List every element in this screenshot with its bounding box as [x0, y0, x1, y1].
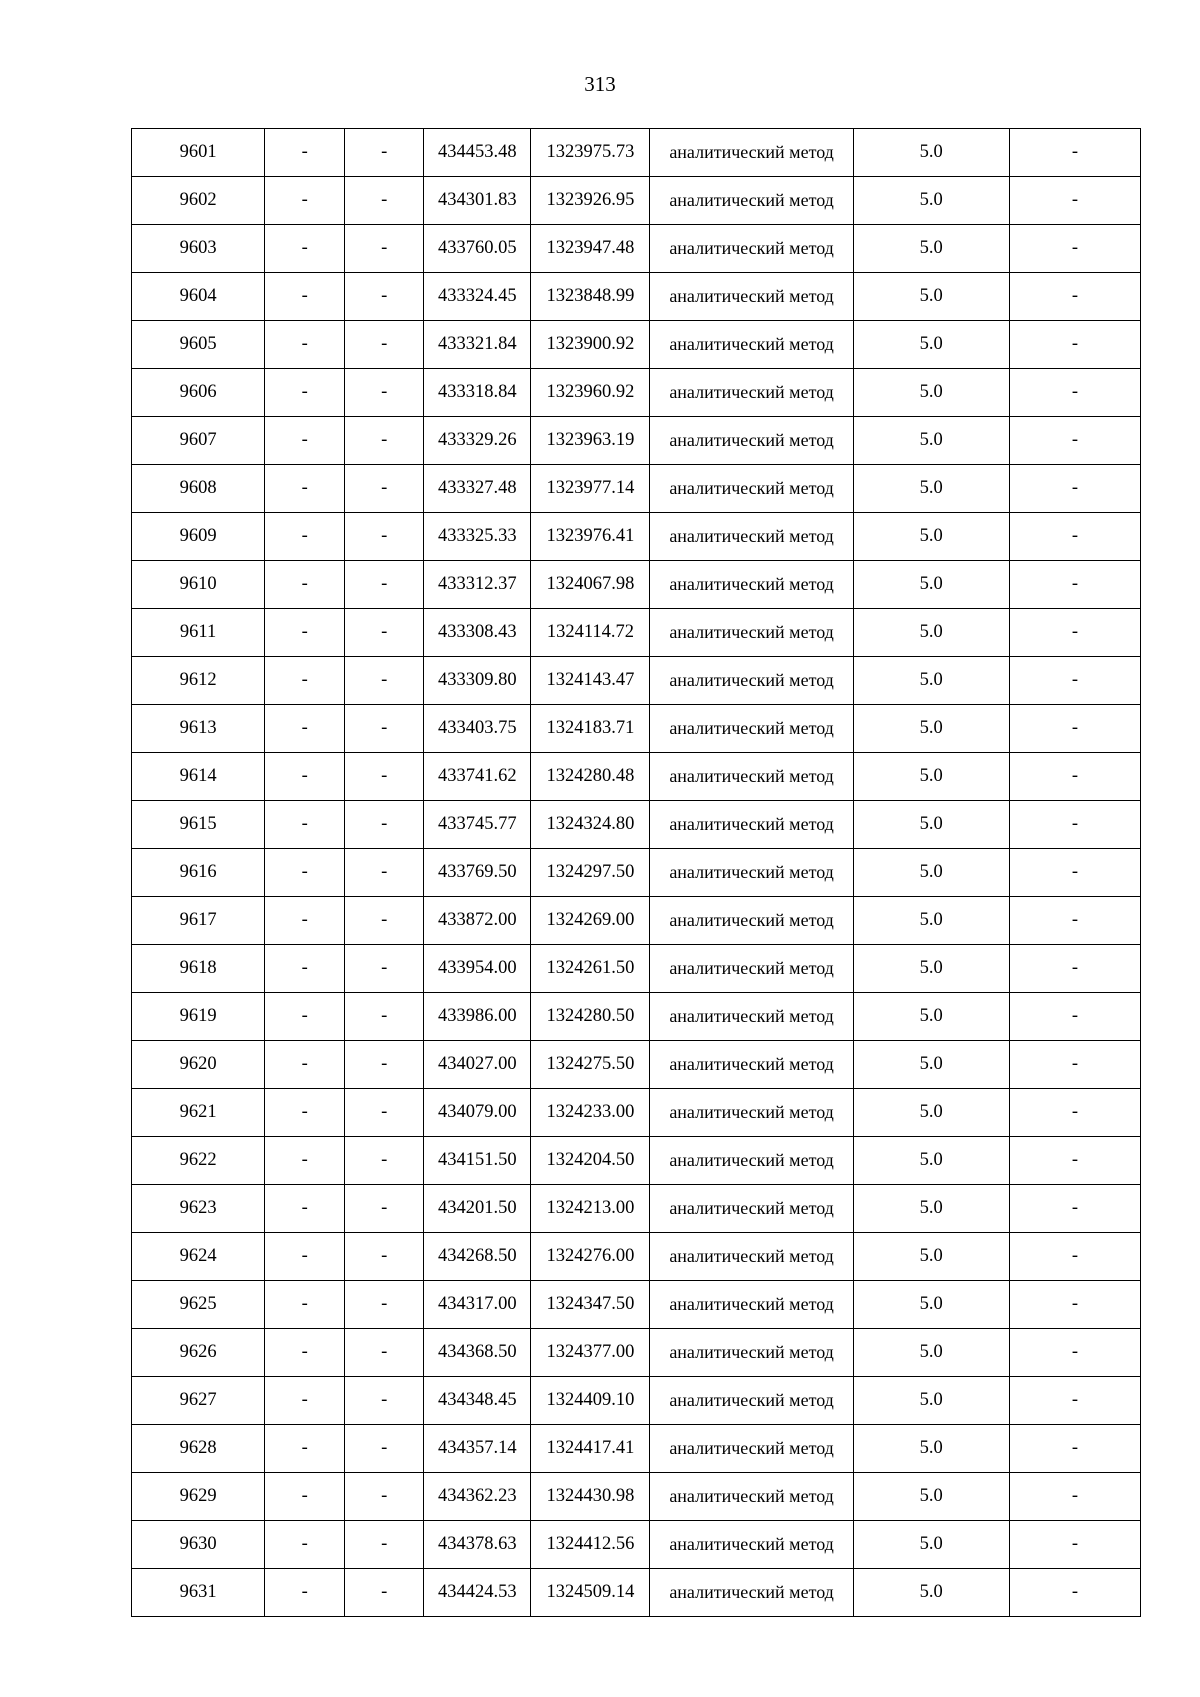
y-coordinate-cell: 1323977.14	[531, 465, 650, 513]
column-8-cell: -	[1009, 1233, 1140, 1281]
column-2-cell: -	[265, 513, 345, 561]
y-coordinate-cell: 1324261.50	[531, 945, 650, 993]
point-number-cell: 9614	[132, 753, 265, 801]
y-coordinate-cell: 1324233.00	[531, 1089, 650, 1137]
point-number-cell: 9619	[132, 993, 265, 1041]
point-number-cell: 9612	[132, 657, 265, 705]
method-cell: аналитический метод	[650, 609, 853, 657]
table-row	[132, 1089, 1141, 1137]
x-coordinate-cell: 434027.00	[424, 1041, 531, 1089]
column-3-cell: -	[345, 1425, 424, 1473]
point-number-cell: 9601	[132, 129, 265, 177]
method-cell: аналитический метод	[650, 897, 853, 945]
point-number-cell: 9609	[132, 513, 265, 561]
column-8-cell: -	[1009, 1089, 1140, 1137]
column-3-cell: -	[345, 1521, 424, 1569]
x-coordinate-cell: 433312.37	[424, 561, 531, 609]
column-2-cell: -	[265, 1473, 345, 1521]
y-coordinate-cell: 1324213.00	[531, 1185, 650, 1233]
method-cell: аналитический метод	[650, 465, 853, 513]
x-coordinate-cell: 434453.48	[424, 129, 531, 177]
table-row	[132, 369, 1141, 417]
column-8-cell: -	[1009, 369, 1140, 417]
column-3-cell: -	[345, 1569, 424, 1617]
method-cell: аналитический метод	[650, 657, 853, 705]
y-coordinate-cell: 1324143.47	[531, 657, 650, 705]
accuracy-value-cell: 5.0	[853, 753, 1009, 801]
method-cell: аналитический метод	[650, 1425, 853, 1473]
column-8-cell: -	[1009, 513, 1140, 561]
column-8-cell: -	[1009, 1137, 1140, 1185]
column-8-cell: -	[1009, 1425, 1140, 1473]
column-8-cell: -	[1009, 417, 1140, 465]
accuracy-value-cell: 5.0	[853, 273, 1009, 321]
table-row	[132, 1377, 1141, 1425]
y-coordinate-cell: 1324412.56	[531, 1521, 650, 1569]
x-coordinate-cell: 434268.50	[424, 1233, 531, 1281]
table-row	[132, 1281, 1141, 1329]
y-coordinate-cell: 1324204.50	[531, 1137, 650, 1185]
point-number-cell: 9602	[132, 177, 265, 225]
column-2-cell: -	[265, 897, 345, 945]
accuracy-value-cell: 5.0	[853, 1377, 1009, 1425]
column-2-cell: -	[265, 609, 345, 657]
column-3-cell: -	[345, 609, 424, 657]
y-coordinate-cell: 1324347.50	[531, 1281, 650, 1329]
table-row	[132, 273, 1141, 321]
y-coordinate-cell: 1323975.73	[531, 129, 650, 177]
page-number: 313	[584, 72, 616, 96]
column-8-cell: -	[1009, 657, 1140, 705]
method-cell: аналитический метод	[650, 129, 853, 177]
point-number-cell: 9630	[132, 1521, 265, 1569]
y-coordinate-cell: 1323947.48	[531, 225, 650, 273]
y-coordinate-cell: 1324275.50	[531, 1041, 650, 1089]
accuracy-value-cell: 5.0	[853, 1425, 1009, 1473]
table-row	[132, 417, 1141, 465]
y-coordinate-cell: 1324280.50	[531, 993, 650, 1041]
point-number-cell: 9617	[132, 897, 265, 945]
y-coordinate-cell: 1324297.50	[531, 849, 650, 897]
column-2-cell: -	[265, 849, 345, 897]
table-body	[132, 129, 1141, 1617]
method-cell: аналитический метод	[650, 513, 853, 561]
column-3-cell: -	[345, 225, 424, 273]
column-2-cell: -	[265, 1089, 345, 1137]
table-row	[132, 465, 1141, 513]
accuracy-value-cell: 5.0	[853, 561, 1009, 609]
column-2-cell: -	[265, 177, 345, 225]
column-8-cell: -	[1009, 1041, 1140, 1089]
y-coordinate-cell: 1324067.98	[531, 561, 650, 609]
point-number-cell: 9613	[132, 705, 265, 753]
x-coordinate-cell: 433325.33	[424, 513, 531, 561]
x-coordinate-cell: 433403.75	[424, 705, 531, 753]
column-8-cell: -	[1009, 273, 1140, 321]
column-8-cell: -	[1009, 705, 1140, 753]
column-3-cell: -	[345, 273, 424, 321]
x-coordinate-cell: 434079.00	[424, 1089, 531, 1137]
x-coordinate-cell: 434424.53	[424, 1569, 531, 1617]
method-cell: аналитический метод	[650, 225, 853, 273]
column-2-cell: -	[265, 1425, 345, 1473]
column-8-cell: -	[1009, 561, 1140, 609]
y-coordinate-cell: 1324509.14	[531, 1569, 650, 1617]
point-number-cell: 9631	[132, 1569, 265, 1617]
column-8-cell: -	[1009, 1329, 1140, 1377]
column-8-cell: -	[1009, 1473, 1140, 1521]
column-8-cell: -	[1009, 177, 1140, 225]
x-coordinate-cell: 433329.26	[424, 417, 531, 465]
column-8-cell: -	[1009, 849, 1140, 897]
column-3-cell: -	[345, 657, 424, 705]
column-3-cell: -	[345, 369, 424, 417]
table-row	[132, 849, 1141, 897]
point-number-cell: 9604	[132, 273, 265, 321]
y-coordinate-cell: 1324114.72	[531, 609, 650, 657]
table-row	[132, 1233, 1141, 1281]
x-coordinate-cell: 434317.00	[424, 1281, 531, 1329]
method-cell: аналитический метод	[650, 1089, 853, 1137]
y-coordinate-cell: 1324377.00	[531, 1329, 650, 1377]
x-coordinate-cell: 433760.05	[424, 225, 531, 273]
table-row	[132, 897, 1141, 945]
method-cell: аналитический метод	[650, 1521, 853, 1569]
column-3-cell: -	[345, 1473, 424, 1521]
column-2-cell: -	[265, 369, 345, 417]
column-2-cell: -	[265, 1233, 345, 1281]
table-row	[132, 1425, 1141, 1473]
table-row	[132, 1521, 1141, 1569]
y-coordinate-cell: 1323900.92	[531, 321, 650, 369]
point-number-cell: 9615	[132, 801, 265, 849]
method-cell: аналитический метод	[650, 993, 853, 1041]
accuracy-value-cell: 5.0	[853, 657, 1009, 705]
column-8-cell: -	[1009, 465, 1140, 513]
x-coordinate-cell: 434362.23	[424, 1473, 531, 1521]
accuracy-value-cell: 5.0	[853, 993, 1009, 1041]
y-coordinate-cell: 1323848.99	[531, 273, 650, 321]
column-3-cell: -	[345, 1185, 424, 1233]
table-row	[132, 993, 1141, 1041]
column-2-cell: -	[265, 273, 345, 321]
accuracy-value-cell: 5.0	[853, 177, 1009, 225]
accuracy-value-cell: 5.0	[853, 609, 1009, 657]
column-3-cell: -	[345, 993, 424, 1041]
column-3-cell: -	[345, 465, 424, 513]
column-3-cell: -	[345, 129, 424, 177]
x-coordinate-cell: 434368.50	[424, 1329, 531, 1377]
x-coordinate-cell: 433327.48	[424, 465, 531, 513]
column-2-cell: -	[265, 417, 345, 465]
x-coordinate-cell: 433954.00	[424, 945, 531, 993]
column-3-cell: -	[345, 1137, 424, 1185]
method-cell: аналитический метод	[650, 1473, 853, 1521]
point-number-cell: 9618	[132, 945, 265, 993]
column-2-cell: -	[265, 1281, 345, 1329]
column-8-cell: -	[1009, 1521, 1140, 1569]
point-number-cell: 9625	[132, 1281, 265, 1329]
accuracy-value-cell: 5.0	[853, 1041, 1009, 1089]
method-cell: аналитический метод	[650, 1377, 853, 1425]
y-coordinate-cell: 1324183.71	[531, 705, 650, 753]
x-coordinate-cell: 434357.14	[424, 1425, 531, 1473]
table-row	[132, 657, 1141, 705]
x-coordinate-cell: 433321.84	[424, 321, 531, 369]
table-row	[132, 513, 1141, 561]
y-coordinate-cell: 1324324.80	[531, 801, 650, 849]
x-coordinate-cell: 433741.62	[424, 753, 531, 801]
table-row	[132, 1137, 1141, 1185]
x-coordinate-cell: 433745.77	[424, 801, 531, 849]
y-coordinate-cell: 1324409.10	[531, 1377, 650, 1425]
method-cell: аналитический метод	[650, 273, 853, 321]
method-cell: аналитический метод	[650, 945, 853, 993]
point-number-cell: 9627	[132, 1377, 265, 1425]
point-number-cell: 9606	[132, 369, 265, 417]
method-cell: аналитический метод	[650, 417, 853, 465]
table-row	[132, 1185, 1141, 1233]
x-coordinate-cell: 434151.50	[424, 1137, 531, 1185]
column-2-cell: -	[265, 1185, 345, 1233]
table-row	[132, 705, 1141, 753]
column-8-cell: -	[1009, 225, 1140, 273]
column-2-cell: -	[265, 129, 345, 177]
column-2-cell: -	[265, 753, 345, 801]
point-number-cell: 9623	[132, 1185, 265, 1233]
x-coordinate-cell: 434348.45	[424, 1377, 531, 1425]
accuracy-value-cell: 5.0	[853, 369, 1009, 417]
table-row	[132, 561, 1141, 609]
accuracy-value-cell: 5.0	[853, 1185, 1009, 1233]
accuracy-value-cell: 5.0	[853, 225, 1009, 273]
column-2-cell: -	[265, 561, 345, 609]
point-number-cell: 9607	[132, 417, 265, 465]
column-2-cell: -	[265, 1377, 345, 1425]
method-cell: аналитический метод	[650, 1329, 853, 1377]
method-cell: аналитический метод	[650, 1281, 853, 1329]
method-cell: аналитический метод	[650, 321, 853, 369]
column-2-cell: -	[265, 1137, 345, 1185]
accuracy-value-cell: 5.0	[853, 1329, 1009, 1377]
table-row	[132, 945, 1141, 993]
accuracy-value-cell: 5.0	[853, 1137, 1009, 1185]
table-row	[132, 225, 1141, 273]
column-2-cell: -	[265, 321, 345, 369]
table-row	[132, 1569, 1141, 1617]
accuracy-value-cell: 5.0	[853, 129, 1009, 177]
x-coordinate-cell: 434301.83	[424, 177, 531, 225]
column-2-cell: -	[265, 465, 345, 513]
table-row	[132, 177, 1141, 225]
y-coordinate-cell: 1324430.98	[531, 1473, 650, 1521]
column-2-cell: -	[265, 657, 345, 705]
accuracy-value-cell: 5.0	[853, 897, 1009, 945]
column-8-cell: -	[1009, 129, 1140, 177]
point-number-cell: 9611	[132, 609, 265, 657]
point-number-cell: 9605	[132, 321, 265, 369]
accuracy-value-cell: 5.0	[853, 513, 1009, 561]
column-8-cell: -	[1009, 609, 1140, 657]
method-cell: аналитический метод	[650, 1041, 853, 1089]
x-coordinate-cell: 433309.80	[424, 657, 531, 705]
column-3-cell: -	[345, 945, 424, 993]
column-3-cell: -	[345, 1089, 424, 1137]
point-number-cell: 9628	[132, 1425, 265, 1473]
method-cell: аналитический метод	[650, 1137, 853, 1185]
table-row	[132, 801, 1141, 849]
column-3-cell: -	[345, 1281, 424, 1329]
y-coordinate-cell: 1324280.48	[531, 753, 650, 801]
method-cell: аналитический метод	[650, 801, 853, 849]
table-row	[132, 1473, 1141, 1521]
point-number-cell: 9622	[132, 1137, 265, 1185]
accuracy-value-cell: 5.0	[853, 1473, 1009, 1521]
column-3-cell: -	[345, 1233, 424, 1281]
accuracy-value-cell: 5.0	[853, 1089, 1009, 1137]
y-coordinate-cell: 1323963.19	[531, 417, 650, 465]
point-number-cell: 9621	[132, 1089, 265, 1137]
point-number-cell: 9608	[132, 465, 265, 513]
method-cell: аналитический метод	[650, 1185, 853, 1233]
accuracy-value-cell: 5.0	[853, 705, 1009, 753]
column-3-cell: -	[345, 417, 424, 465]
point-number-cell: 9626	[132, 1329, 265, 1377]
x-coordinate-cell: 433769.50	[424, 849, 531, 897]
y-coordinate-cell: 1323976.41	[531, 513, 650, 561]
x-coordinate-cell: 434378.63	[424, 1521, 531, 1569]
column-3-cell: -	[345, 849, 424, 897]
method-cell: аналитический метод	[650, 753, 853, 801]
column-8-cell: -	[1009, 1569, 1140, 1617]
column-2-cell: -	[265, 1041, 345, 1089]
column-2-cell: -	[265, 1569, 345, 1617]
method-cell: аналитический метод	[650, 1569, 853, 1617]
accuracy-value-cell: 5.0	[853, 465, 1009, 513]
point-number-cell: 9610	[132, 561, 265, 609]
point-number-cell: 9603	[132, 225, 265, 273]
y-coordinate-cell: 1324417.41	[531, 1425, 650, 1473]
accuracy-value-cell: 5.0	[853, 1281, 1009, 1329]
column-2-cell: -	[265, 225, 345, 273]
column-3-cell: -	[345, 801, 424, 849]
table-row	[132, 609, 1141, 657]
table-row	[132, 753, 1141, 801]
column-8-cell: -	[1009, 1185, 1140, 1233]
x-coordinate-cell: 434201.50	[424, 1185, 531, 1233]
column-2-cell: -	[265, 945, 345, 993]
x-coordinate-cell: 433308.43	[424, 609, 531, 657]
y-coordinate-cell: 1324269.00	[531, 897, 650, 945]
accuracy-value-cell: 5.0	[853, 1233, 1009, 1281]
y-coordinate-cell: 1324276.00	[531, 1233, 650, 1281]
y-coordinate-cell: 1323960.92	[531, 369, 650, 417]
accuracy-value-cell: 5.0	[853, 1521, 1009, 1569]
table-row	[132, 129, 1141, 177]
column-3-cell: -	[345, 897, 424, 945]
column-8-cell: -	[1009, 945, 1140, 993]
table-row	[132, 1041, 1141, 1089]
column-3-cell: -	[345, 1329, 424, 1377]
accuracy-value-cell: 5.0	[853, 1569, 1009, 1617]
x-coordinate-cell: 433324.45	[424, 273, 531, 321]
point-number-cell: 9620	[132, 1041, 265, 1089]
column-3-cell: -	[345, 513, 424, 561]
column-2-cell: -	[265, 1329, 345, 1377]
column-8-cell: -	[1009, 753, 1140, 801]
column-3-cell: -	[345, 705, 424, 753]
method-cell: аналитический метод	[650, 705, 853, 753]
column-3-cell: -	[345, 561, 424, 609]
column-8-cell: -	[1009, 801, 1140, 849]
column-8-cell: -	[1009, 1377, 1140, 1425]
column-8-cell: -	[1009, 993, 1140, 1041]
column-2-cell: -	[265, 705, 345, 753]
method-cell: аналитический метод	[650, 561, 853, 609]
y-coordinate-cell: 1323926.95	[531, 177, 650, 225]
method-cell: аналитический метод	[650, 1233, 853, 1281]
column-3-cell: -	[345, 753, 424, 801]
method-cell: аналитический метод	[650, 177, 853, 225]
column-8-cell: -	[1009, 1281, 1140, 1329]
column-2-cell: -	[265, 801, 345, 849]
accuracy-value-cell: 5.0	[853, 849, 1009, 897]
column-3-cell: -	[345, 177, 424, 225]
column-8-cell: -	[1009, 897, 1140, 945]
column-2-cell: -	[265, 1521, 345, 1569]
accuracy-value-cell: 5.0	[853, 801, 1009, 849]
table-row	[132, 321, 1141, 369]
column-3-cell: -	[345, 321, 424, 369]
accuracy-value-cell: 5.0	[853, 321, 1009, 369]
method-cell: аналитический метод	[650, 849, 853, 897]
coordinates-table	[131, 128, 1141, 1617]
point-number-cell: 9624	[132, 1233, 265, 1281]
point-number-cell: 9629	[132, 1473, 265, 1521]
x-coordinate-cell: 433872.00	[424, 897, 531, 945]
column-3-cell: -	[345, 1041, 424, 1089]
column-3-cell: -	[345, 1377, 424, 1425]
table-row	[132, 1329, 1141, 1377]
x-coordinate-cell: 433986.00	[424, 993, 531, 1041]
accuracy-value-cell: 5.0	[853, 945, 1009, 993]
point-number-cell: 9616	[132, 849, 265, 897]
x-coordinate-cell: 433318.84	[424, 369, 531, 417]
column-8-cell: -	[1009, 321, 1140, 369]
method-cell: аналитический метод	[650, 369, 853, 417]
column-2-cell: -	[265, 993, 345, 1041]
accuracy-value-cell: 5.0	[853, 417, 1009, 465]
